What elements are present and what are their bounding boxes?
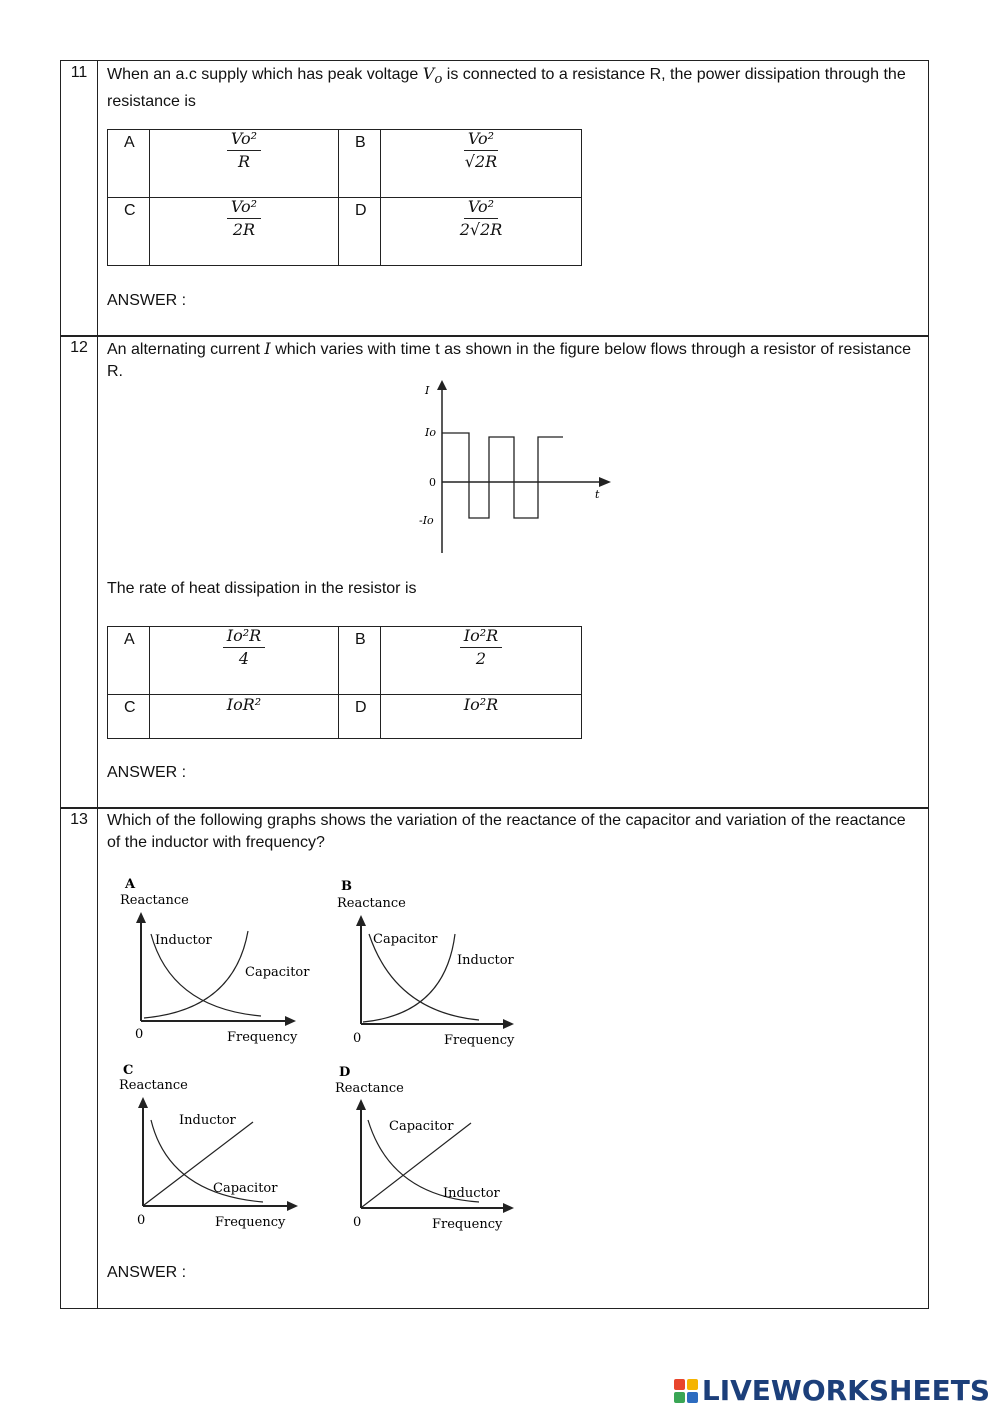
question-text: Which of the following graphs shows the variation of the reactance of the capacitor and variation of the reactance of the inductor with frequency? — [107, 812, 906, 851]
option-label: C — [108, 198, 150, 266]
origin-label: 0 — [135, 1027, 144, 1042]
graph-label: D — [339, 1065, 351, 1080]
graph-option-d[interactable] — [333, 1060, 533, 1235]
decreasing-curve-label: Inductor — [179, 1113, 236, 1128]
question-13 — [60, 807, 929, 1309]
options-table — [107, 129, 582, 266]
x-axis-arrow — [599, 477, 611, 487]
liveworksheets-logo — [674, 1374, 990, 1407]
option-label: D — [339, 695, 381, 739]
x-axis-label: Frequency — [227, 1030, 298, 1045]
answer-label: ANSWER : — [107, 764, 187, 781]
question-number: 11 — [61, 61, 98, 336]
decreasing-curve-label: Inductor — [155, 933, 212, 948]
increasing-curve-label: Capacitor — [245, 965, 310, 980]
option-label: B — [339, 627, 381, 695]
option-a[interactable]: $\frac{\text{Vo²}}{R}$ — [150, 130, 339, 198]
logo-square — [687, 1379, 698, 1390]
bottom-level-label: -Io — [419, 514, 434, 527]
y-axis-label: Reactance — [119, 1078, 188, 1093]
decreasing-curve-label: Capacitor — [389, 1119, 454, 1134]
y-axis-label: I — [425, 384, 430, 397]
question-text: When an a.c supply which has peak voltage $V_o$ is connected to a resistance R, the power dissipation through the resistance is — [107, 64, 906, 111]
question-11 — [60, 60, 929, 337]
x-axis-label: Frequency — [444, 1033, 515, 1048]
option-c[interactable]: $\frac{\text{Vo²}}{2R}$ — [150, 198, 339, 266]
option-a[interactable]: $\frac{\text{Io²R}}{4}$ — [150, 627, 339, 695]
question-text: An alternating current I which varies with time t as shown in the figure below flows through a resistor of resistance R. — [107, 339, 912, 380]
x-axis-label: Frequency — [215, 1215, 286, 1230]
increasing-curve — [363, 934, 455, 1022]
origin-label: 0 — [353, 1031, 362, 1046]
brand-logo-icon — [674, 1379, 698, 1403]
x-axis-label: Frequency — [432, 1217, 503, 1232]
graph-label: B — [341, 879, 352, 894]
logo-square — [674, 1379, 685, 1390]
option-d[interactable]: $\frac{\text{Vo²}}{2√2R}$ — [381, 198, 582, 266]
graph-option-b[interactable] — [333, 876, 533, 1051]
option-label: D — [339, 198, 381, 266]
graph-option-a[interactable] — [117, 876, 317, 1051]
decreasing-curve-label: Capacitor — [373, 932, 438, 947]
graph-label: A — [125, 877, 136, 892]
y-axis-arrow — [437, 380, 447, 390]
graph-option-c[interactable] — [117, 1060, 317, 1235]
origin-label: 0 — [353, 1215, 362, 1230]
question-number: 12 — [61, 336, 98, 808]
option-b[interactable]: $\frac{\text{Vo²}}{√2R}$ — [381, 130, 582, 198]
logo-square — [674, 1392, 685, 1403]
option-label: A — [108, 627, 150, 695]
option-label: B — [339, 130, 381, 198]
options-table — [107, 626, 582, 739]
question-prompt: The rate of heat dissipation in the resistor is — [107, 580, 417, 597]
option-label: C — [108, 695, 150, 739]
brand-text: LIVEWORKSHEETS — [701, 1374, 990, 1407]
y-axis-label: Reactance — [335, 1081, 404, 1096]
option-d[interactable]: Io²R — [381, 695, 582, 739]
y-axis-label: Reactance — [337, 896, 406, 911]
graph-label: C — [123, 1063, 134, 1078]
option-b[interactable]: $\frac{\text{Io²R}}{2}$ — [381, 627, 582, 695]
zero-label: 0 — [429, 476, 436, 489]
increasing-curve-label: Inductor — [443, 1186, 500, 1201]
square-wave-graph — [401, 378, 631, 558]
top-level-label: Io — [425, 426, 436, 439]
current-waveform — [442, 433, 563, 518]
y-axis-label: Reactance — [120, 893, 189, 908]
answer-label: ANSWER : — [107, 292, 187, 309]
question-12 — [60, 335, 929, 809]
increasing-curve-label: Capacitor — [213, 1181, 278, 1196]
increasing-curve-label: Inductor — [457, 953, 514, 968]
question-number: 13 — [61, 808, 98, 1308]
answer-label: ANSWER : — [107, 1264, 187, 1281]
logo-square — [687, 1392, 698, 1403]
origin-label: 0 — [137, 1213, 146, 1228]
option-label: A — [108, 130, 150, 198]
x-axis-label: t — [595, 488, 600, 501]
option-c[interactable]: IoR² — [150, 695, 339, 739]
